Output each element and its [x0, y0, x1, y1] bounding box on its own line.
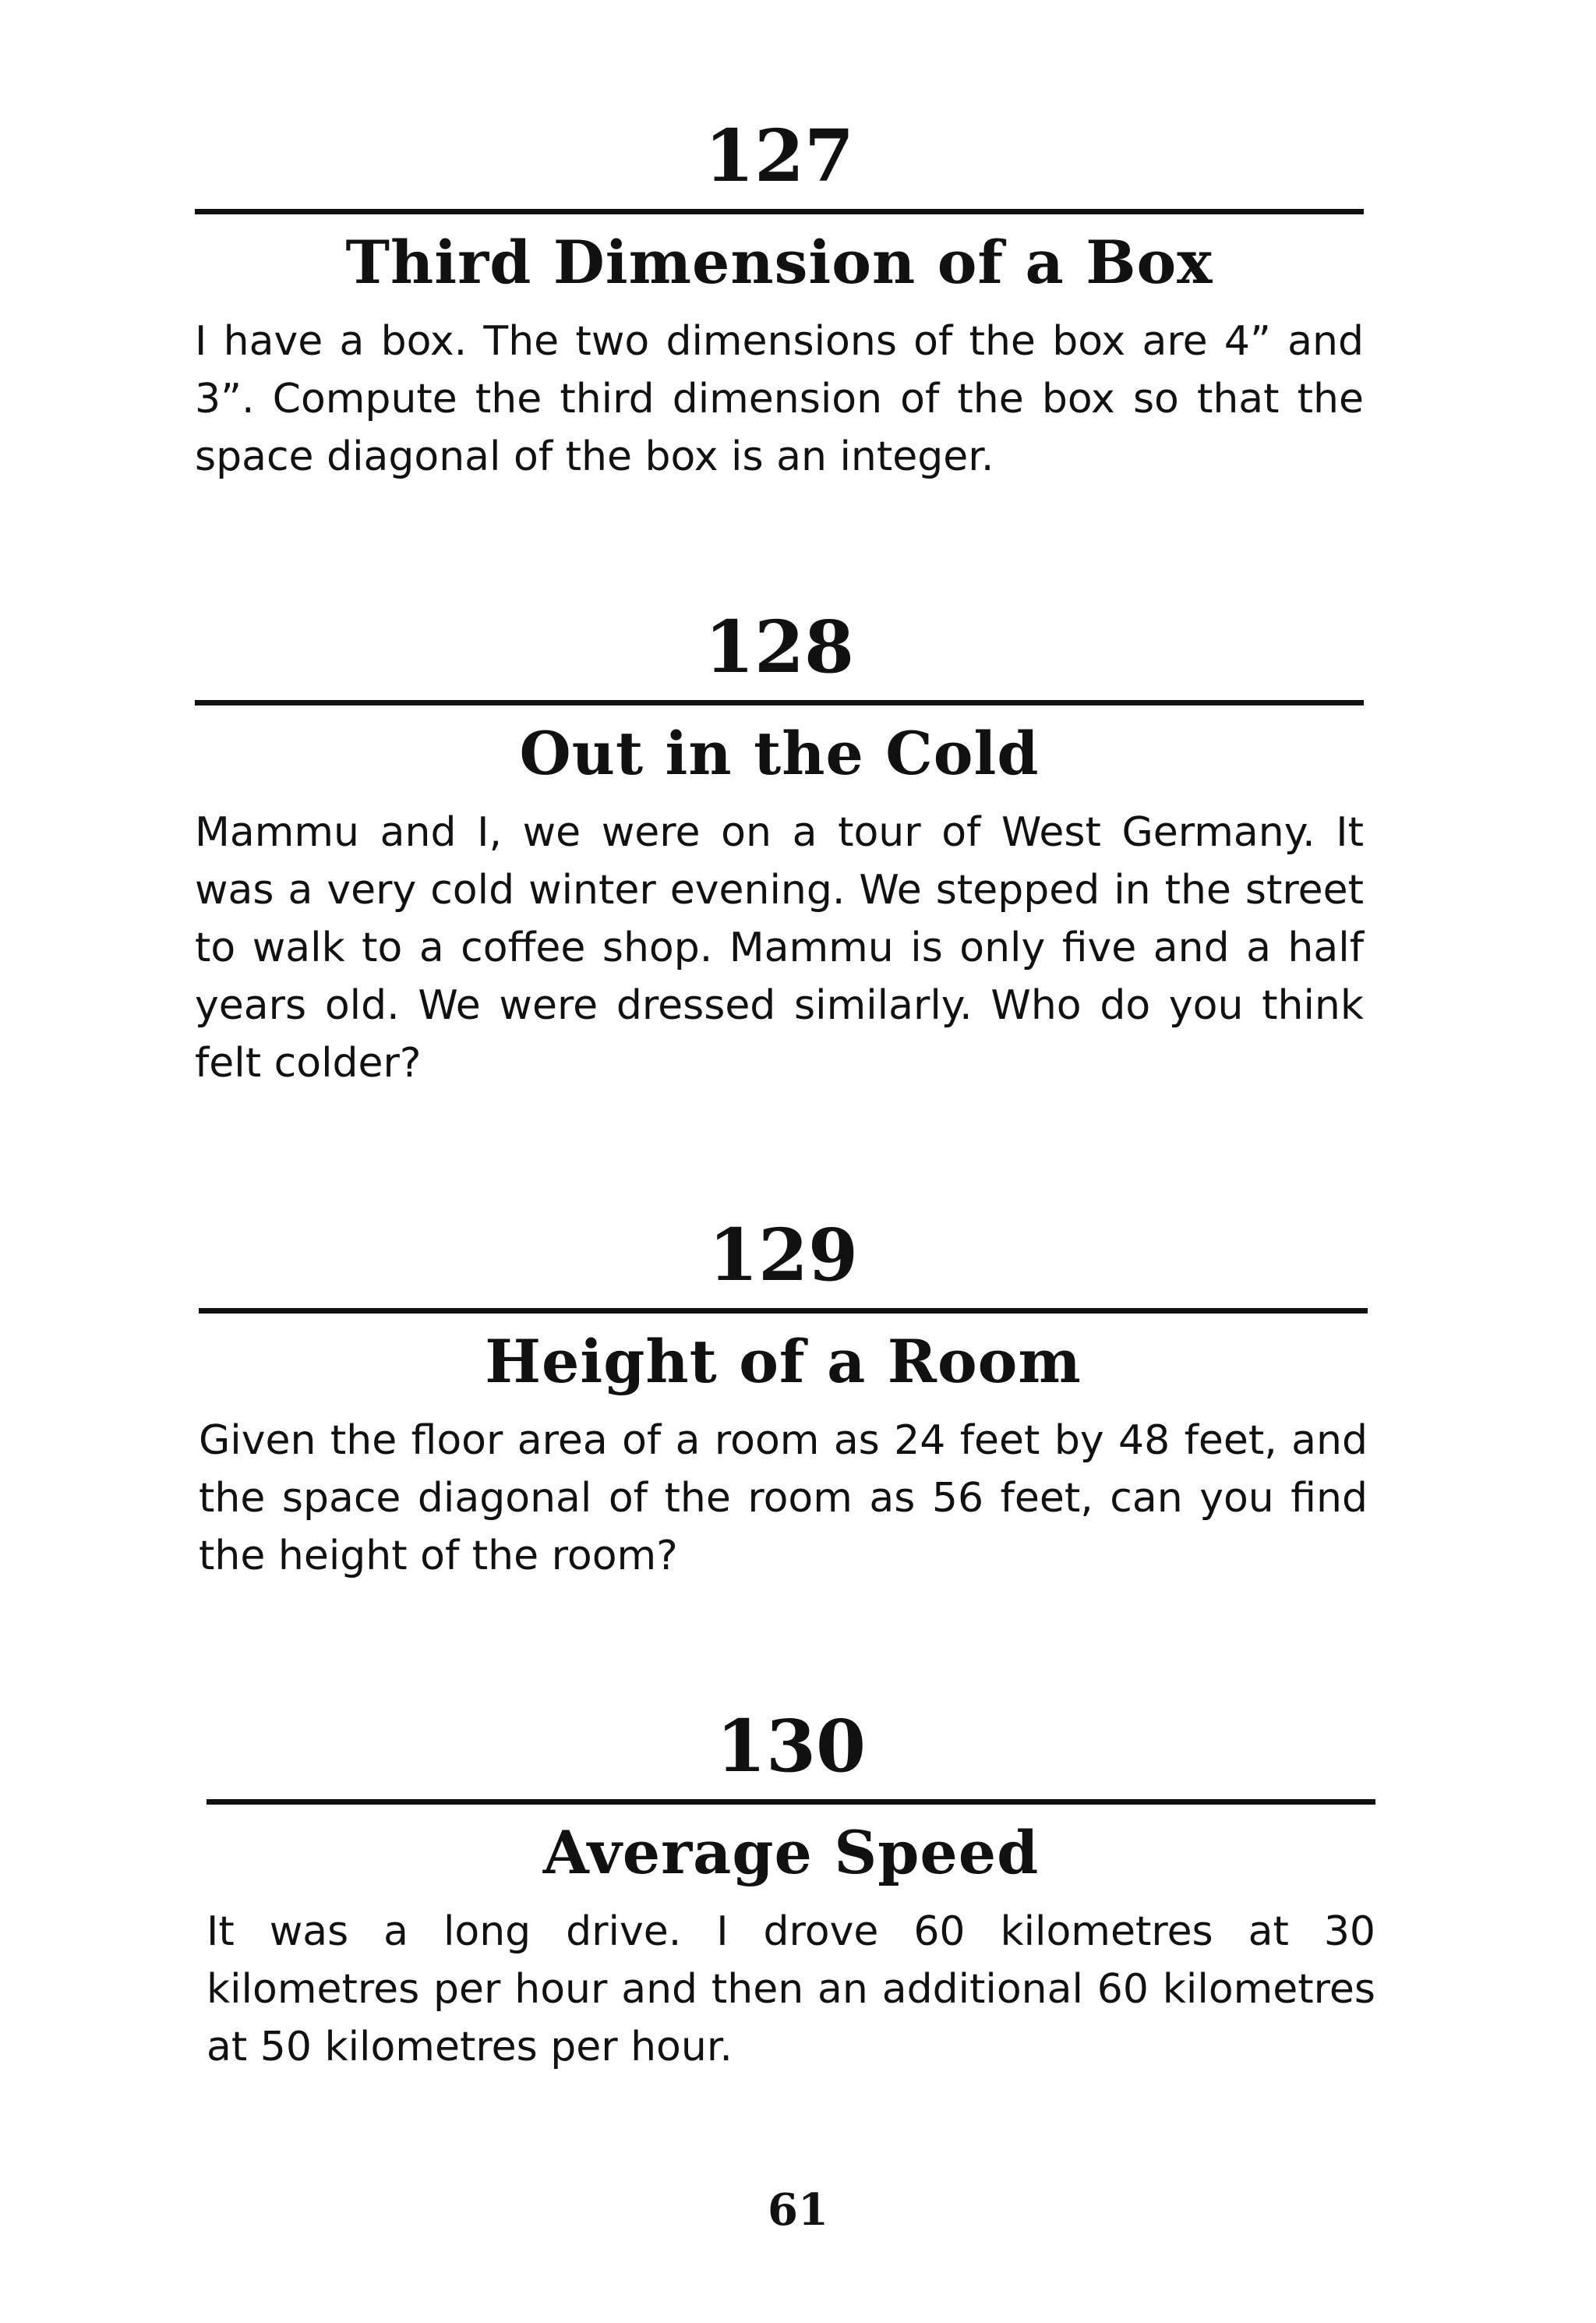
puzzle-number: 130	[715, 1704, 867, 1788]
puzzle-title: Height of a Room	[485, 1327, 1082, 1396]
puzzle-number: 129	[708, 1213, 859, 1297]
puzzle-number: 127	[704, 114, 855, 198]
puzzle-number: 128	[704, 605, 855, 689]
puzzle-127	[195, 114, 1364, 486]
puzzle-title: Third Dimension of a Box	[345, 228, 1213, 297]
page-number: 61	[768, 2184, 828, 2236]
puzzle-text: I have a box. The two dimensions of the box are 4” and 3”. Compute the third dimension of the box so that the space diagonal of the box is an integer.	[195, 318, 1364, 480]
puzzle-title: Out in the Cold	[519, 719, 1040, 788]
divider-rule	[195, 209, 1364, 214]
divider-rule	[195, 700, 1364, 705]
puzzle-text: Given the floor area of a room as 24 feet by 48 feet, and the space diagonal of the room as 56 feet, can you find the height of the room?	[199, 1417, 1368, 1579]
puzzle-text: Mammu and I, we were on a tour of West Germany. It was a very cold winter evening. We stepped in the street to walk to a coffee shop. Mammu is only five and a half years old. We were dressed similarly. Who do you think felt colder?	[195, 809, 1364, 1087]
puzzle-text: It was a long drive. I drove 60 kilometres at 30 kilometres per hour and then an additional 60 kilometres at 50 kilometres per hour.	[207, 1908, 1375, 2070]
puzzle-130	[207, 1704, 1375, 2076]
puzzle-title: Average Speed	[542, 1818, 1040, 1887]
puzzle-129	[199, 1213, 1368, 1585]
divider-rule	[199, 1308, 1368, 1314]
divider-rule	[207, 1799, 1375, 1805]
puzzle-128	[195, 605, 1364, 1092]
